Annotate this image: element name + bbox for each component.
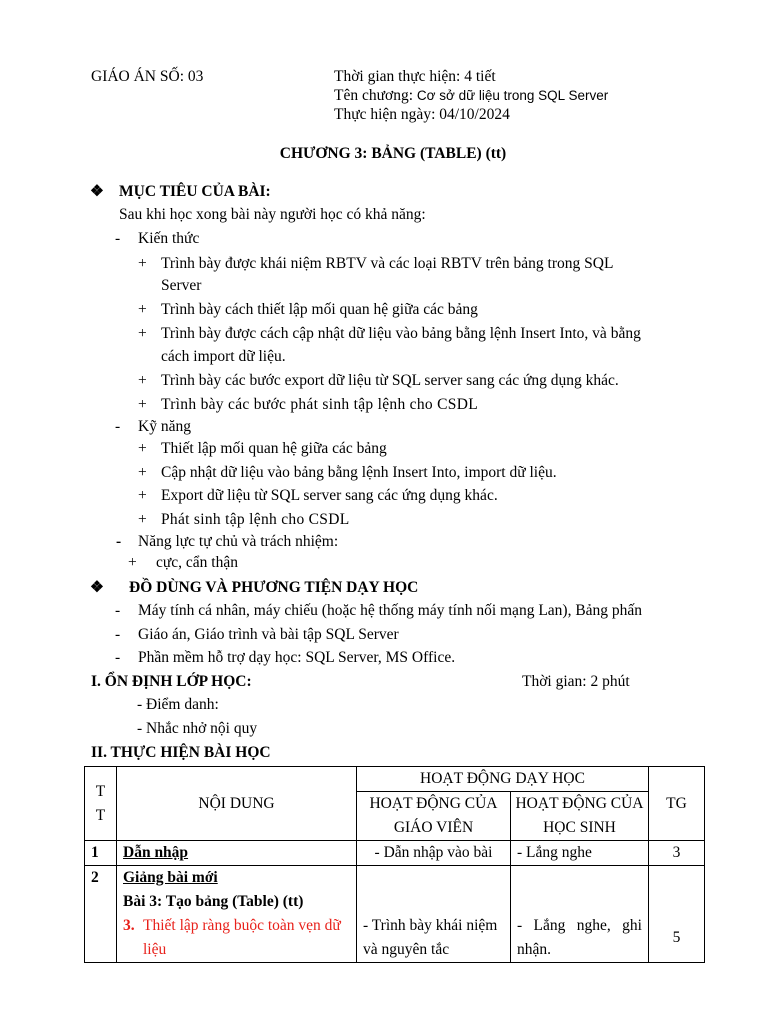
header-tt-2: T bbox=[95, 806, 106, 824]
equipment-item-1: Máy tính cá nhân, máy chiếu (hoặc hệ thống máy tính nối mạng Lan), Bảng phấn bbox=[138, 602, 643, 619]
autonomy-label: Năng lực tự chủ và trách nhiệm: bbox=[138, 533, 339, 550]
lesson-table bbox=[84, 766, 705, 963]
dash-marker: - bbox=[115, 602, 121, 619]
skill-item-4: Phát sinh tập lệnh cho CSDL bbox=[161, 511, 350, 528]
table-header-row bbox=[85, 767, 705, 792]
section-2-heading: II. THỰC HIỆN BÀI HỌC bbox=[91, 744, 271, 761]
section-1-item-1: - Điểm danh: bbox=[137, 696, 219, 713]
equipment-item-2: Giáo án, Giáo trình và bài tập SQL Server bbox=[138, 626, 399, 643]
plus-marker: + bbox=[138, 464, 147, 481]
row-2-item-number: 3. bbox=[123, 917, 135, 934]
row-1-student: - Lắng nghe bbox=[511, 841, 649, 866]
row-2-student: - Lắng nghe, ghi nhận. bbox=[511, 866, 649, 963]
row-2-content-item bbox=[123, 914, 350, 962]
knowledge-item-2: Trình bày cách thiết lập mối quan hệ giữa các bảng bbox=[161, 301, 478, 318]
skills-label: Kỹ năng bbox=[138, 418, 191, 435]
chapter-line bbox=[334, 87, 608, 106]
knowledge-item-3-cont: cách import dữ liệu. bbox=[161, 348, 286, 365]
autonomy-item-1: cực, cẩn thận bbox=[156, 554, 238, 571]
row-2-content-title: Giảng bài mới bbox=[123, 869, 218, 886]
plus-marker: + bbox=[138, 487, 147, 504]
plus-marker: + bbox=[138, 301, 147, 318]
row-1-tg: 3 bbox=[649, 841, 705, 866]
row-2-item-text: Thiết lập ràng buộc toàn vẹn dữ liệu bbox=[143, 917, 341, 958]
chapter-name: Cơ sở dữ liệu trong SQL Server bbox=[416, 88, 609, 103]
section-1-item-2: - Nhắc nhở nội quy bbox=[137, 720, 258, 737]
equipment-bullet: ❖ bbox=[90, 579, 104, 596]
plus-marker: + bbox=[138, 511, 147, 528]
dash-marker: - bbox=[115, 418, 121, 435]
section-1-time: Thời gian: 2 phút bbox=[522, 673, 630, 690]
equipment-item-3: Phần mềm hỗ trợ dạy học: SQL Server, MS Office. bbox=[138, 649, 456, 666]
dash-marker: - bbox=[116, 533, 122, 550]
row-2-content bbox=[117, 866, 357, 963]
dash-marker: - bbox=[115, 230, 121, 247]
header-tt bbox=[85, 767, 117, 841]
table-row bbox=[85, 866, 705, 963]
date: Thực hiện ngày: 04/10/2024 bbox=[334, 106, 510, 123]
plan-number: GIÁO ÁN SỐ: 03 bbox=[91, 68, 204, 85]
row-2-content-lesson: Bài 3: Tạo bảng (Table) (tt) bbox=[123, 893, 304, 910]
row-2-teacher: - Trình bày khái niệm và nguyên tắc bbox=[357, 866, 511, 963]
plus-marker: + bbox=[138, 255, 147, 272]
plus-marker: + bbox=[138, 325, 147, 342]
knowledge-label: Kiến thức bbox=[138, 230, 200, 247]
objectives-heading: MỤC TIÊU CỦA BÀI: bbox=[119, 183, 271, 200]
objectives-intro: Sau khi học xong bài này người học có khả năng: bbox=[119, 206, 426, 223]
knowledge-item-4: Trình bày các bước export dữ liệu từ SQL server sang các ứng dụng khác. bbox=[161, 372, 619, 389]
row-1-content: Dẫn nhập bbox=[117, 841, 357, 866]
row-1-tt: 1 bbox=[85, 841, 117, 866]
page-title: CHƯƠNG 3: BẢNG (TABLE) (tt) bbox=[279, 145, 507, 162]
skill-item-1: Thiết lập mối quan hệ giữa các bảng bbox=[161, 440, 387, 457]
plus-marker: + bbox=[138, 372, 147, 389]
plus-marker: + bbox=[138, 396, 147, 413]
skill-item-2: Cập nhật dữ liệu vào bảng bằng lệnh Insert Into, import dữ liệu. bbox=[161, 464, 557, 481]
header-tt-1: T bbox=[95, 782, 106, 800]
header-teacher: HOẠT ĐỘNG CỦA GIÁO VIÊN bbox=[357, 792, 511, 841]
dash-marker: - bbox=[115, 649, 121, 666]
row-2-tg: 5 bbox=[649, 866, 705, 963]
equipment-heading: ĐỒ DÙNG VÀ PHƯƠNG TIỆN DẠY HỌC bbox=[129, 579, 419, 596]
duration: Thời gian thực hiện: 4 tiết bbox=[334, 68, 496, 85]
section-1-heading: I. ỔN ĐỊNH LỚP HỌC: bbox=[91, 673, 252, 690]
chapter-label: Tên chương: bbox=[334, 87, 414, 104]
skill-item-3: Export dữ liệu từ SQL server sang các ứng dụng khác. bbox=[161, 487, 498, 504]
dash-marker: - bbox=[115, 626, 121, 643]
objectives-bullet: ❖ bbox=[90, 183, 104, 200]
row-2-tt: 2 bbox=[85, 866, 117, 963]
header-tg: TG bbox=[649, 767, 705, 841]
plus-marker: + bbox=[128, 554, 137, 571]
header-activities: HOẠT ĐỘNG DẠY HỌC bbox=[357, 767, 649, 792]
table-row bbox=[85, 841, 705, 866]
knowledge-item-1: Trình bày được khái niệm RBTV và các loại RBTV trên bảng trong SQL bbox=[161, 255, 614, 272]
knowledge-item-3: Trình bày được cách cập nhật dữ liệu vào bảng bằng lệnh Insert Into, và bằng bbox=[161, 325, 641, 342]
knowledge-item-5: Trình bày các bước phát sinh tập lệnh cho CSDL bbox=[161, 396, 478, 413]
header-content: NỘI DUNG bbox=[117, 767, 357, 841]
row-1-teacher: - Dẫn nhập vào bài bbox=[357, 841, 511, 866]
knowledge-item-1-cont: Server bbox=[161, 277, 202, 294]
plus-marker: + bbox=[138, 440, 147, 457]
header-student: HOẠT ĐỘNG CỦA HỌC SINH bbox=[511, 792, 649, 841]
